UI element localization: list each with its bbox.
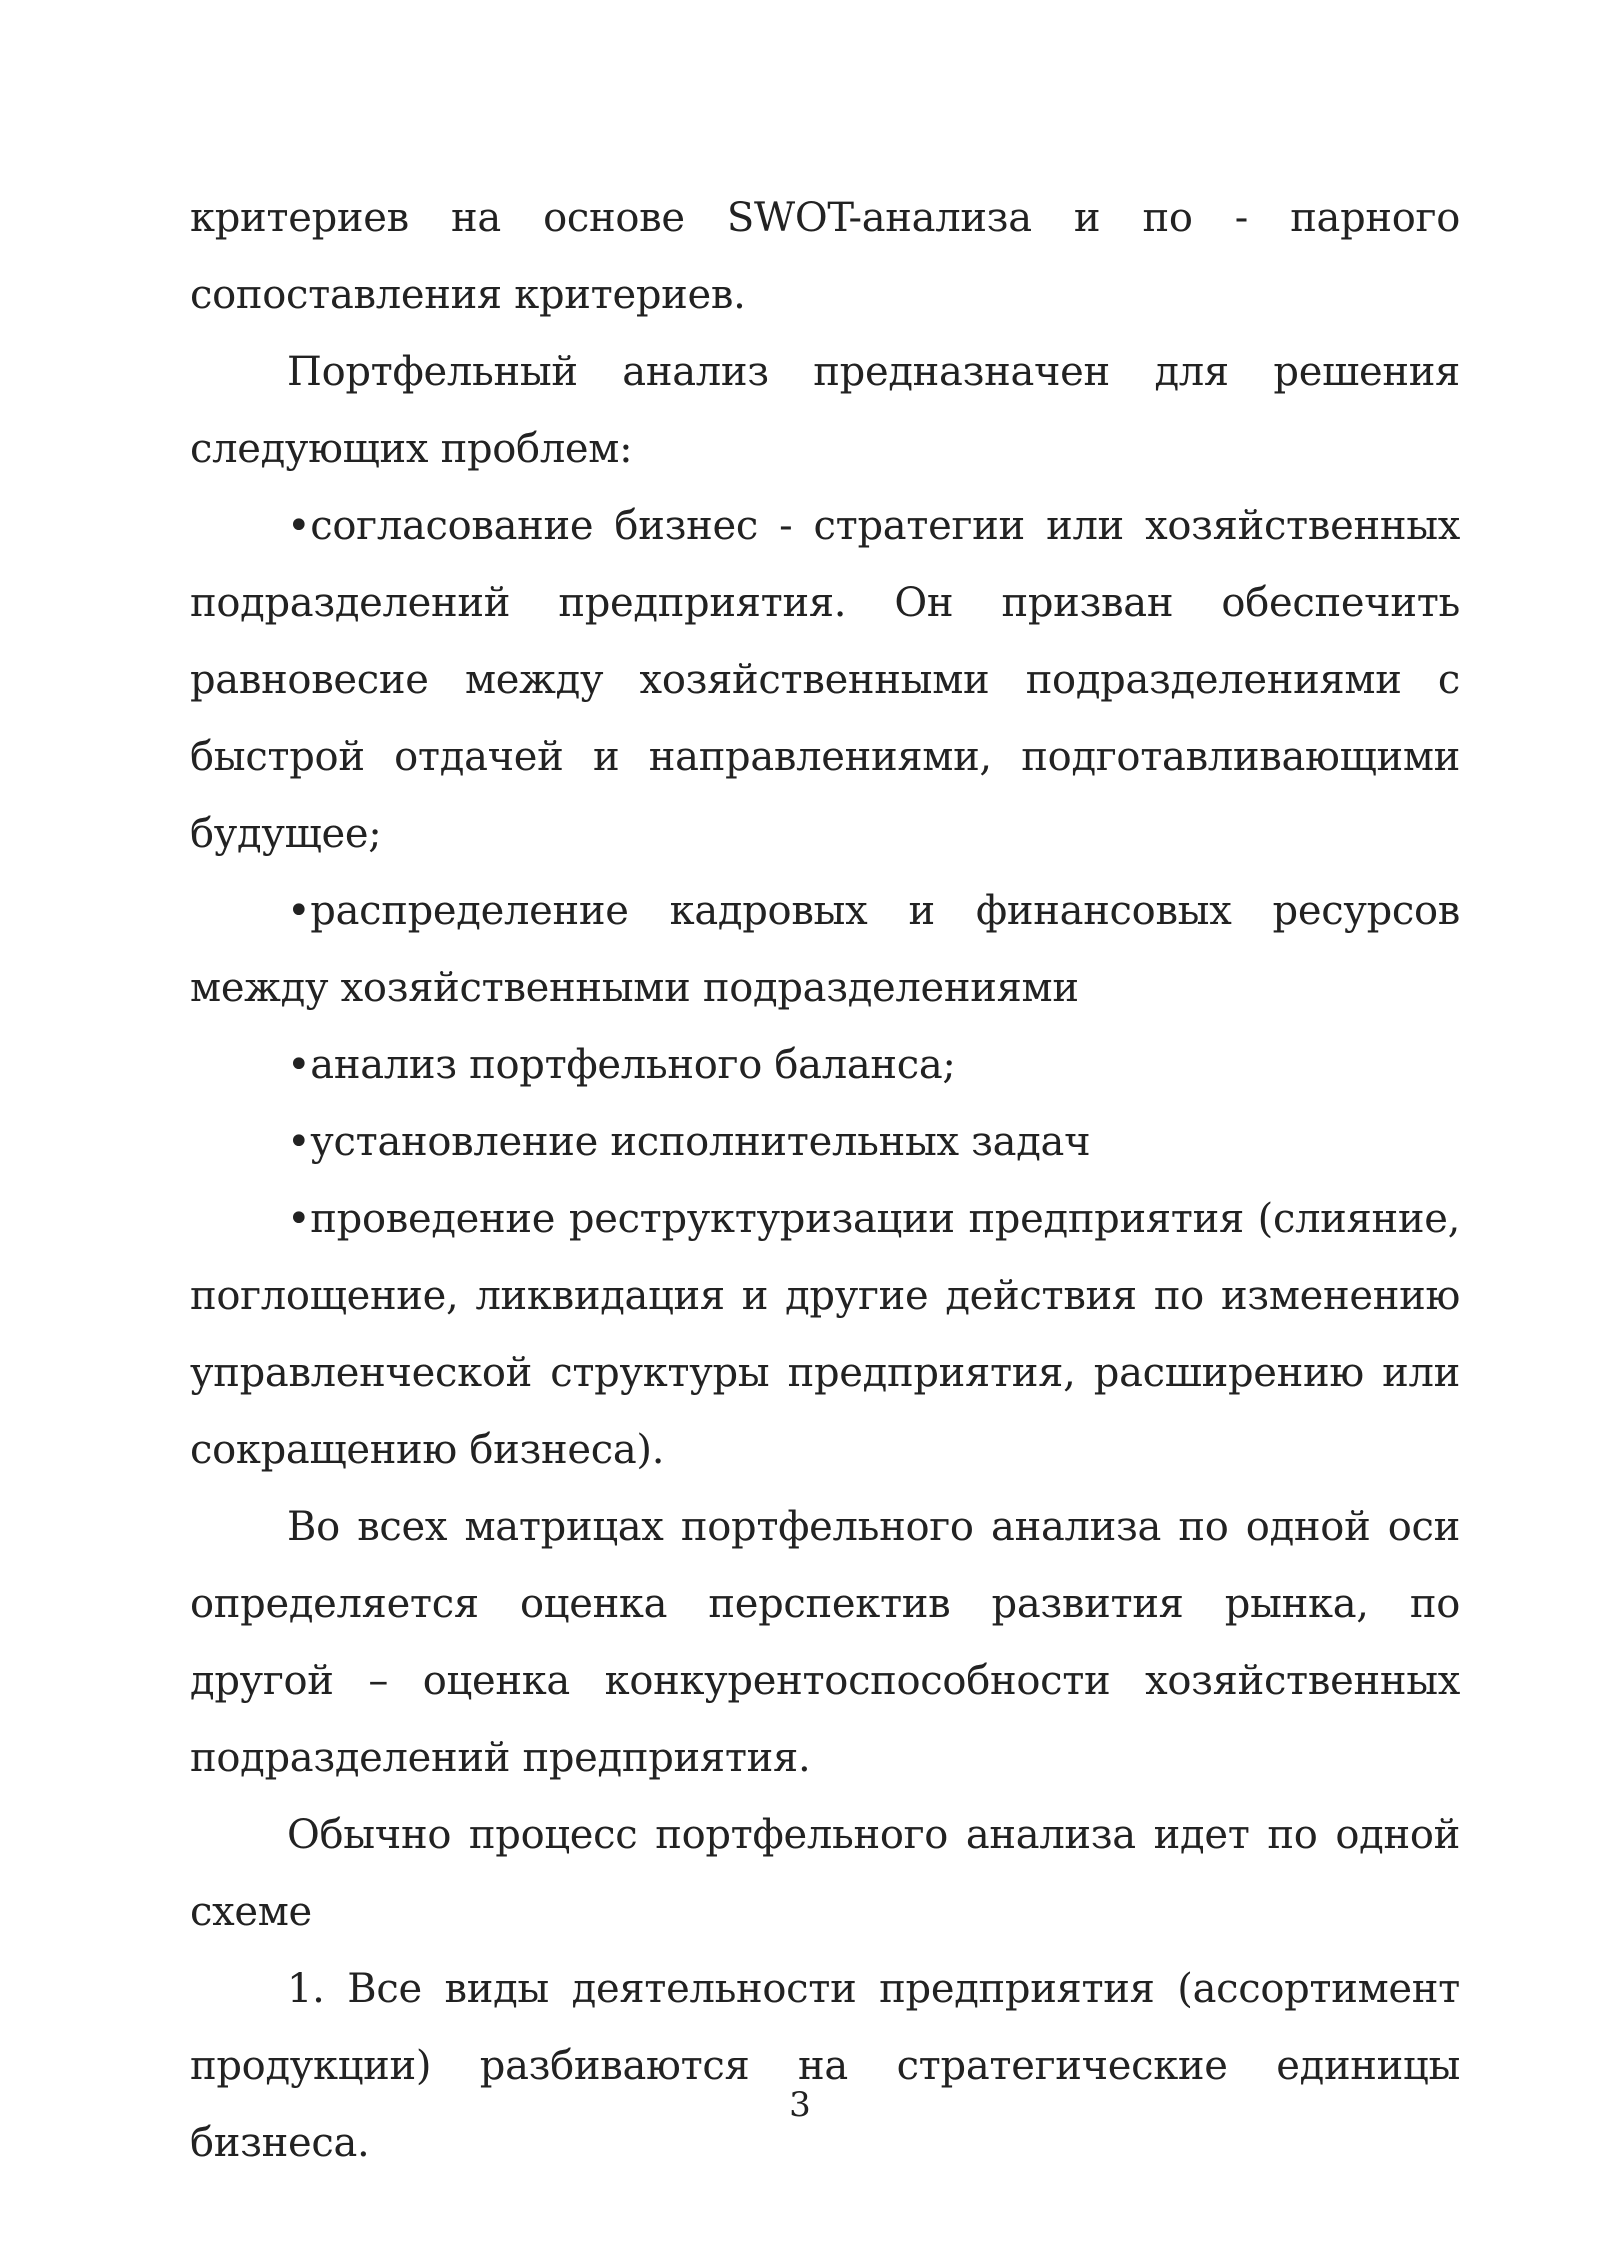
paragraph-step-one: 1. Все виды деятельности предприятия (ассортимент продукции) разбиваются на стратегические единицы бизнеса. [190, 1966, 1460, 2166]
paragraph-criteria-continuation: критериев на основе SWOT-анализа и по - парного сопоставления критериев. [190, 195, 1460, 318]
paragraph-process-scheme: Обычно процесс портфельного анализа идет по одной схеме [190, 1812, 1460, 1935]
list-item-executive-tasks: •установление исполнительных задач [287, 1119, 1091, 1165]
list-item-resource-allocation: •распределение кадровых и финансовых ресурсов между хозяйственными подразделениями [190, 888, 1460, 1011]
list-item-strategy-coordination: •согласование бизнес - стратегии или хозяйственных подразделений предприятия. Он призван обеспечить равновесие между хозяйственными подразделениями с быстрой отдачей и направлениями, подготавливающими будущее; [190, 503, 1460, 857]
paragraph-matrix-axes: Во всех матрицах портфельного анализа по одной оси определяется оценка перспектив развития рынка, по другой – оценка конкурентоспособности хозяйственных подразделений предприятия. [190, 1504, 1460, 1781]
page-number: 3 [789, 2085, 811, 2125]
paragraph-portfolio-analysis-purpose: Портфельный анализ предназначен для решения следующих проблем: [190, 349, 1460, 472]
document-body [190, 180, 1460, 2182]
list-item-portfolio-balance: •анализ портфельного баланса; [287, 1042, 956, 1088]
list-item-restructuring: •проведение реструктуризации предприятия (слияние, поглощение, ликвидация и другие действия по изменению управленческой структуры предприятия, расширению или сокращению бизнеса). [190, 1196, 1460, 1473]
